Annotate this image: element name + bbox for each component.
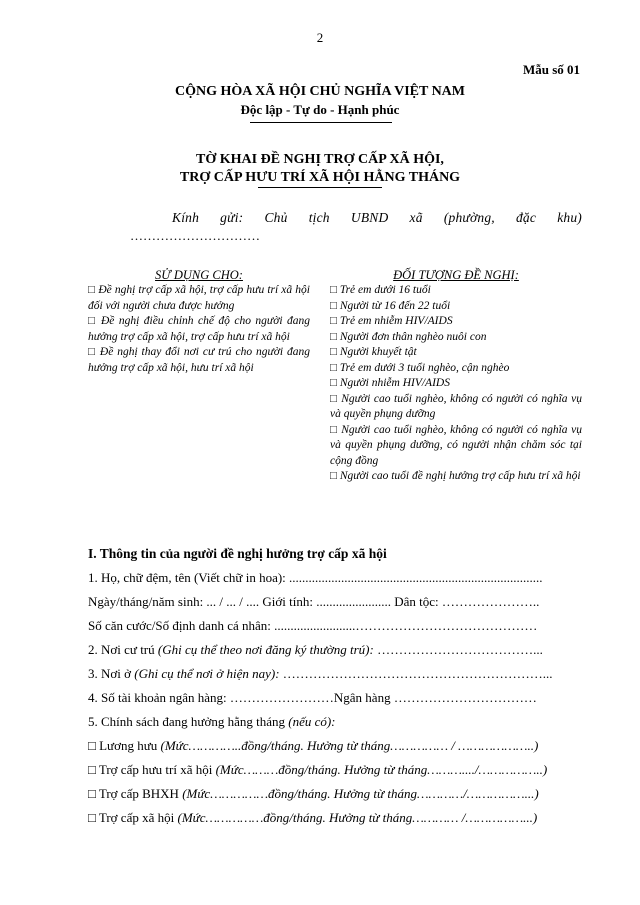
national-title: CỘNG HÒA XÃ HỘI CHỦ NGHĨA VIỆT NAM xyxy=(174,84,465,99)
residence-note: (Ghi cụ thể theo nơi đăng ký thường trú): xyxy=(157,642,374,657)
full-name-label: 1. Họ, chữ đệm, tên (Viết chữ in hoa): .............................................................................. xyxy=(88,570,543,585)
current-address-note: (Ghi cụ thể nơi ở hiện nay): xyxy=(134,666,280,681)
social-insurance-label: □ Trợ cấp BHXH xyxy=(88,786,183,801)
use-for-heading: SỬ DỤNG CHO: xyxy=(155,268,243,282)
current-address-field[interactable] xyxy=(88,666,588,682)
applicant-option-8[interactable]: □ Người cao tuổi nghèo, không có người có nghĩa vụ và quyền phụng dưỡng xyxy=(330,392,582,420)
use-for-option-3[interactable]: □ Đề nghị thay đổi nơi cư trú cho người đang hưởng trợ cấp xã hội, hưu trí xã hội xyxy=(88,346,310,374)
social-pension-detail: (Mức………đồng/tháng. Hưởng từ tháng………..../……………..) xyxy=(215,762,548,777)
current-policy-note: (nếu có): xyxy=(288,714,336,729)
applicant-option-1[interactable]: □ Trẻ em dưới 16 tuổi xyxy=(330,284,431,296)
section-1-title: I. Thông tin của người đề nghị hưởng trợ cấp xã hội xyxy=(88,546,387,561)
form-number: Mẫu số 01 xyxy=(522,62,580,77)
applicant-option-2[interactable]: □ Người từ 16 đến 22 tuổi xyxy=(330,299,451,312)
social-pension-checkbox-row[interactable] xyxy=(88,762,588,778)
social-allowance-detail: (Mức……………đồng/tháng. Hưởng từ tháng………… /……………...) xyxy=(177,810,538,825)
title-underline xyxy=(258,187,382,188)
motto-underline xyxy=(250,122,392,123)
form-title-line1: TỜ KHAI ĐỀ NGHỊ TRỢ CẤP XÃ HỘI, xyxy=(196,152,444,167)
applicant-option-7[interactable]: □ Người nhiễm HIV/AIDS xyxy=(330,377,450,389)
pension-detail: (Mức…………..đồng/tháng. Hưởng từ tháng…………… / ………………..) xyxy=(160,738,539,753)
form-title-line2: TRỢ CẤP HƯU TRÍ XÃ HỘI HẰNG THÁNG xyxy=(179,170,461,185)
use-for-option-2[interactable]: □ Đề nghị điều chỉnh chế độ cho người đang hưởng trợ cấp xã hội, trợ cấp hưu trí xã hội xyxy=(88,315,310,343)
current-policy-label-row xyxy=(88,714,588,730)
social-allowance-checkbox-row[interactable] xyxy=(88,810,588,826)
applicant-option-5[interactable]: □ Người khuyết tật xyxy=(330,346,417,358)
birth-gender-ethnic-label: Ngày/tháng/năm sinh: ... / ... / .... Giới tính: ....................... Dân tộc: ………………….. xyxy=(88,594,540,609)
applicant-option-6[interactable]: □ Trẻ em dưới 3 tuổi nghèo, cận nghèo xyxy=(330,361,510,374)
social-pension-label: □ Trợ cấp hưu trí xã hội xyxy=(88,762,216,777)
addressee-blank[interactable]: ………………………… xyxy=(130,228,260,243)
bank-account-label: 4. Số tài khoản ngân hàng: ……………………Ngân hàng …………………………… xyxy=(88,690,537,705)
applicant-option-4[interactable]: □ Người đơn thân nghèo nuôi con xyxy=(330,330,487,343)
residence-label: 2. Nơi cư trú xyxy=(88,642,158,657)
residence-blank: ………………………………... xyxy=(373,642,543,657)
page-number: 2 xyxy=(316,30,324,45)
residence-field[interactable] xyxy=(88,642,588,658)
addressee-line: Kính gửi: Chủ tịch UBND xã (phường, đặc khu) xyxy=(172,210,582,225)
social-insurance-checkbox-row[interactable] xyxy=(88,786,588,802)
applicant-option-3[interactable]: □ Trẻ em nhiễm HIV/AIDS xyxy=(330,315,453,327)
id-number-field[interactable] xyxy=(88,618,588,634)
social-insurance-detail: (Mức……………đồng/tháng. Hưởng từ tháng…………/……………...) xyxy=(182,786,539,801)
national-motto: Độc lập - Tự do - Hạnh phúc xyxy=(240,102,400,117)
id-number-label: Số căn cước/Số định danh cá nhân: .........................…………………………………… xyxy=(88,618,538,633)
birth-gender-ethnic-field[interactable] xyxy=(88,594,588,610)
applicant-heading: ĐỐI TƯỢNG ĐỀ NGHỊ: xyxy=(393,268,519,282)
full-name-field[interactable] xyxy=(88,570,588,586)
pension-label: □ Lương hưu xyxy=(88,738,161,753)
applicant-column xyxy=(330,268,582,485)
social-allowance-label: □ Trợ cấp xã hội xyxy=(88,810,178,825)
applicant-option-10[interactable]: □ Người cao tuổi đề nghị hưởng trợ cấp hưu trí xã hội xyxy=(330,470,581,482)
bank-account-field[interactable] xyxy=(88,690,588,706)
applicant-option-9[interactable]: □ Người cao tuổi nghèo, không có người có nghĩa vụ và quyền phụng dưỡng, có người nhận chăm sóc tại cộng đồng xyxy=(330,423,582,467)
current-address-label: 3. Nơi ở xyxy=(88,666,135,681)
current-policy-label: 5. Chính sách đang hưởng hằng tháng xyxy=(88,714,289,729)
use-for-column xyxy=(88,268,310,376)
use-for-option-1[interactable]: □ Đề nghị trợ cấp xã hội, trợ cấp hưu trí xã hội đối với người chưa được hưởng xyxy=(88,284,310,312)
pension-checkbox-row[interactable] xyxy=(88,738,588,754)
current-address-blank: ……………………………………………………... xyxy=(279,666,553,681)
